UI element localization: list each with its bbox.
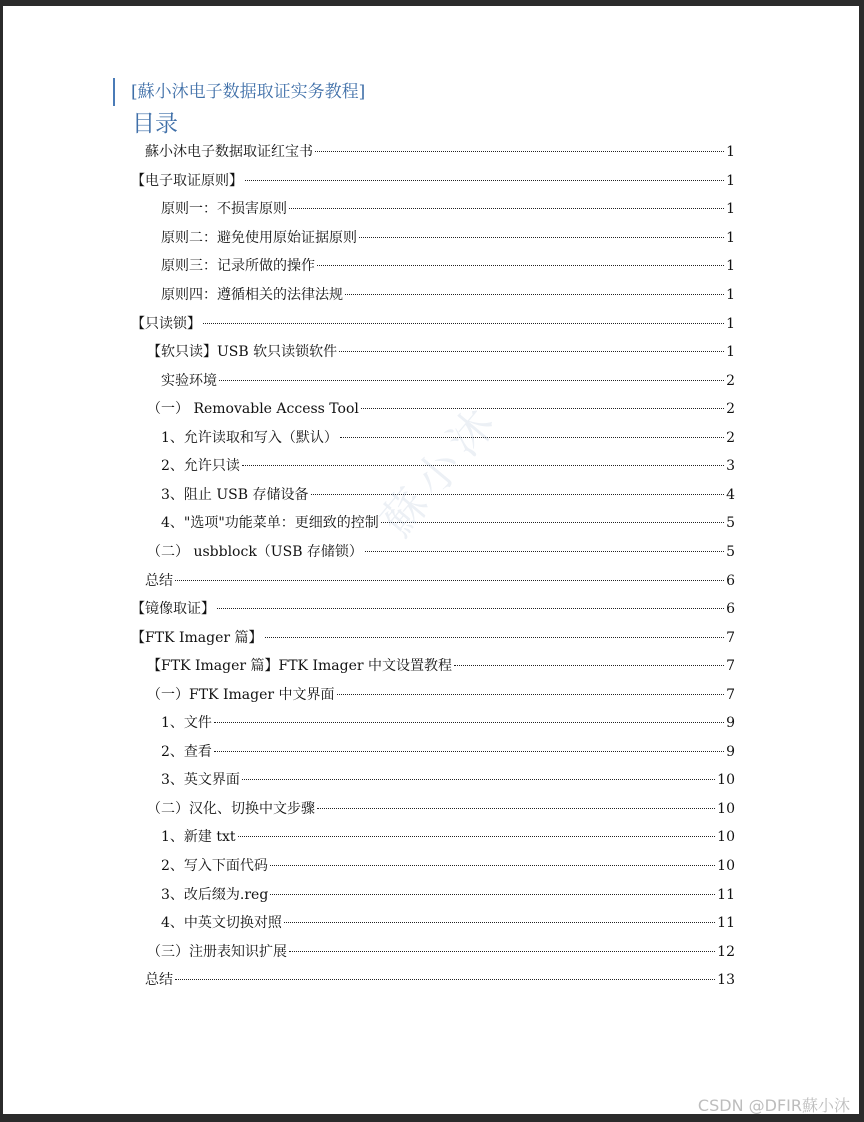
toc-entry[interactable] — [161, 770, 735, 790]
toc-entry[interactable] — [161, 285, 735, 305]
toc-entry-page: 7 — [726, 687, 735, 703]
toc-entry-page: 11 — [717, 887, 735, 903]
toc-entry-text: 【软只读】USB 软只读锁软件 — [147, 344, 338, 360]
toc-leader — [345, 293, 724, 295]
toc-leader — [270, 864, 715, 866]
toc-entry-page: 10 — [717, 801, 735, 817]
toc-entry-text: 2、写入下面代码 — [161, 858, 268, 874]
document-header: [蘇小沐电子数据取证实务教程] — [113, 78, 365, 106]
toc-entry[interactable] — [147, 799, 735, 819]
toc-leader — [238, 835, 716, 837]
toc-entry[interactable] — [147, 542, 735, 562]
toc-heading: 目录 — [132, 111, 178, 137]
toc-entry-page: 6 — [726, 573, 735, 589]
toc-entry-page: 6 — [726, 601, 735, 617]
toc-leader — [317, 807, 715, 809]
toc-entry[interactable] — [161, 713, 735, 733]
toc-entry-page: 4 — [726, 487, 735, 503]
toc-entry-page: 2 — [726, 430, 735, 446]
document-page — [3, 6, 859, 1114]
toc-leader — [265, 636, 725, 638]
toc-entry-page: 5 — [726, 544, 735, 560]
toc-entry-page: 1 — [726, 316, 735, 332]
toc-entry-page: 10 — [717, 829, 735, 845]
toc-entry[interactable] — [145, 142, 735, 162]
toc-entry[interactable] — [147, 685, 735, 705]
toc-leader — [365, 550, 724, 552]
toc-leader — [284, 921, 715, 923]
toc-entry-page: 7 — [726, 630, 735, 646]
toc-leader — [361, 407, 724, 409]
toc-entry-page: 7 — [726, 658, 735, 674]
toc-entry-page: 9 — [726, 744, 735, 760]
toc-entry-text: 1、允许读取和写入（默认） — [161, 430, 338, 446]
toc-entry-page: 1 — [726, 144, 735, 160]
toc-entry-text: 【电子取证原则】 — [131, 173, 243, 189]
toc-entry-page: 5 — [726, 515, 735, 531]
toc-entry[interactable] — [161, 228, 735, 248]
toc-leader — [289, 950, 715, 952]
toc-entry-page: 1 — [726, 287, 735, 303]
toc-leader — [337, 693, 725, 695]
toc-entry-page: 13 — [717, 972, 735, 988]
toc-entry-text: 【FTK Imager 篇】FTK Imager 中文设置教程 — [147, 658, 453, 674]
toc-entry-text: 1、文件 — [161, 715, 212, 731]
toc-leader — [245, 179, 724, 181]
toc-entry-text: 【FTK Imager 篇】 — [131, 630, 263, 646]
toc-leader — [454, 664, 724, 666]
toc-entry-text: 原则二：避免使用原始证据原则 — [161, 230, 357, 246]
toc-entry[interactable] — [147, 942, 735, 962]
toc-entry-page: 1 — [726, 344, 735, 360]
toc-entry-text: 总结 — [145, 573, 173, 589]
toc-entry-text: 【只读锁】 — [131, 316, 201, 332]
toc-entry[interactable] — [161, 742, 735, 762]
toc-entry-page: 10 — [717, 858, 735, 874]
toc-leader — [359, 236, 724, 238]
toc-entry-text: 2、允许只读 — [161, 458, 240, 474]
toc-entry-text: （三）注册表知识扩展 — [147, 944, 287, 960]
toc-entry[interactable] — [161, 913, 735, 933]
toc-entry[interactable] — [131, 599, 735, 619]
toc-entry-text: 4、"选项"功能菜单：更细致的控制 — [161, 515, 379, 531]
toc-entry[interactable] — [131, 314, 735, 334]
toc-entry[interactable] — [161, 199, 735, 219]
toc-leader — [270, 893, 715, 895]
toc-leader — [175, 978, 715, 980]
toc-entry-page: 2 — [726, 373, 735, 389]
toc-entry[interactable] — [161, 856, 735, 876]
toc-entry[interactable] — [145, 571, 735, 591]
toc-leader — [242, 464, 724, 466]
toc-entry-page: 10 — [717, 772, 735, 788]
toc-entry-text: 【镜像取证】 — [131, 601, 215, 617]
toc-entry[interactable] — [131, 171, 735, 191]
toc-entry[interactable] — [145, 970, 735, 990]
toc-entry-text: 原则三：记录所做的操作 — [161, 258, 315, 274]
toc-entry-text: 蘇小沐电子数据取证红宝书 — [145, 144, 313, 160]
toc-entry[interactable] — [147, 342, 735, 362]
toc-leader — [214, 721, 724, 723]
toc-entry-text: 实验环境 — [161, 373, 217, 389]
toc-leader — [203, 322, 724, 324]
toc-leader — [219, 379, 724, 381]
toc-entry-text: 原则一：不损害原则 — [161, 201, 287, 217]
toc-entry-text: 3、改后缀为.reg — [161, 887, 269, 903]
toc-leader — [217, 607, 724, 609]
toc-entry[interactable] — [161, 371, 735, 391]
toc-leader — [315, 150, 724, 152]
toc-entry[interactable] — [161, 885, 735, 905]
toc-entry-page: 1 — [726, 230, 735, 246]
toc-entry[interactable] — [131, 628, 735, 648]
toc-entry-page: 11 — [717, 915, 735, 931]
toc-entry-text: （一）FTK Imager 中文界面 — [147, 687, 335, 703]
toc-entry-text: 3、英文界面 — [161, 772, 240, 788]
toc-entry[interactable] — [161, 827, 735, 847]
toc-leader — [175, 579, 724, 581]
toc-entry-page: 2 — [726, 401, 735, 417]
toc-entry-text: 原则四：遵循相关的法律法规 — [161, 287, 343, 303]
toc-leader — [242, 778, 715, 780]
toc-entry-page: 3 — [726, 458, 735, 474]
toc-entry-page: 9 — [726, 715, 735, 731]
toc-entry-page: 1 — [726, 201, 735, 217]
toc-entry[interactable] — [161, 513, 735, 533]
toc-entry-page: 1 — [726, 258, 735, 274]
toc-entry-page: 1 — [726, 173, 735, 189]
toc-entry-text: （二） usbblock（USB 存储锁） — [147, 544, 363, 560]
toc-entry-text: （一） Removable Access Tool — [147, 401, 359, 417]
source-watermark: CSDN @DFIR蘇小沐 — [697, 1096, 850, 1115]
toc-entry-page: 12 — [717, 944, 735, 960]
toc-entry-text: 4、中英文切换对照 — [161, 915, 282, 931]
toc-leader — [340, 436, 724, 438]
toc-entry-text: （二）汉化、切换中文步骤 — [147, 801, 315, 817]
toc-entry[interactable] — [147, 656, 735, 676]
toc-leader — [339, 350, 724, 352]
toc-entry-text: 2、查看 — [161, 744, 212, 760]
toc-leader — [214, 750, 724, 752]
toc-entry-text: 总结 — [145, 972, 173, 988]
toc-leader — [289, 207, 724, 209]
toc-leader — [317, 264, 724, 266]
watermark: 蘇小沐 — [371, 393, 511, 546]
toc-entry-text: 3、阻止 USB 存储设备 — [161, 487, 309, 503]
toc-entry-text: 1、新建 txt — [161, 829, 236, 845]
toc-entry[interactable] — [161, 256, 735, 276]
